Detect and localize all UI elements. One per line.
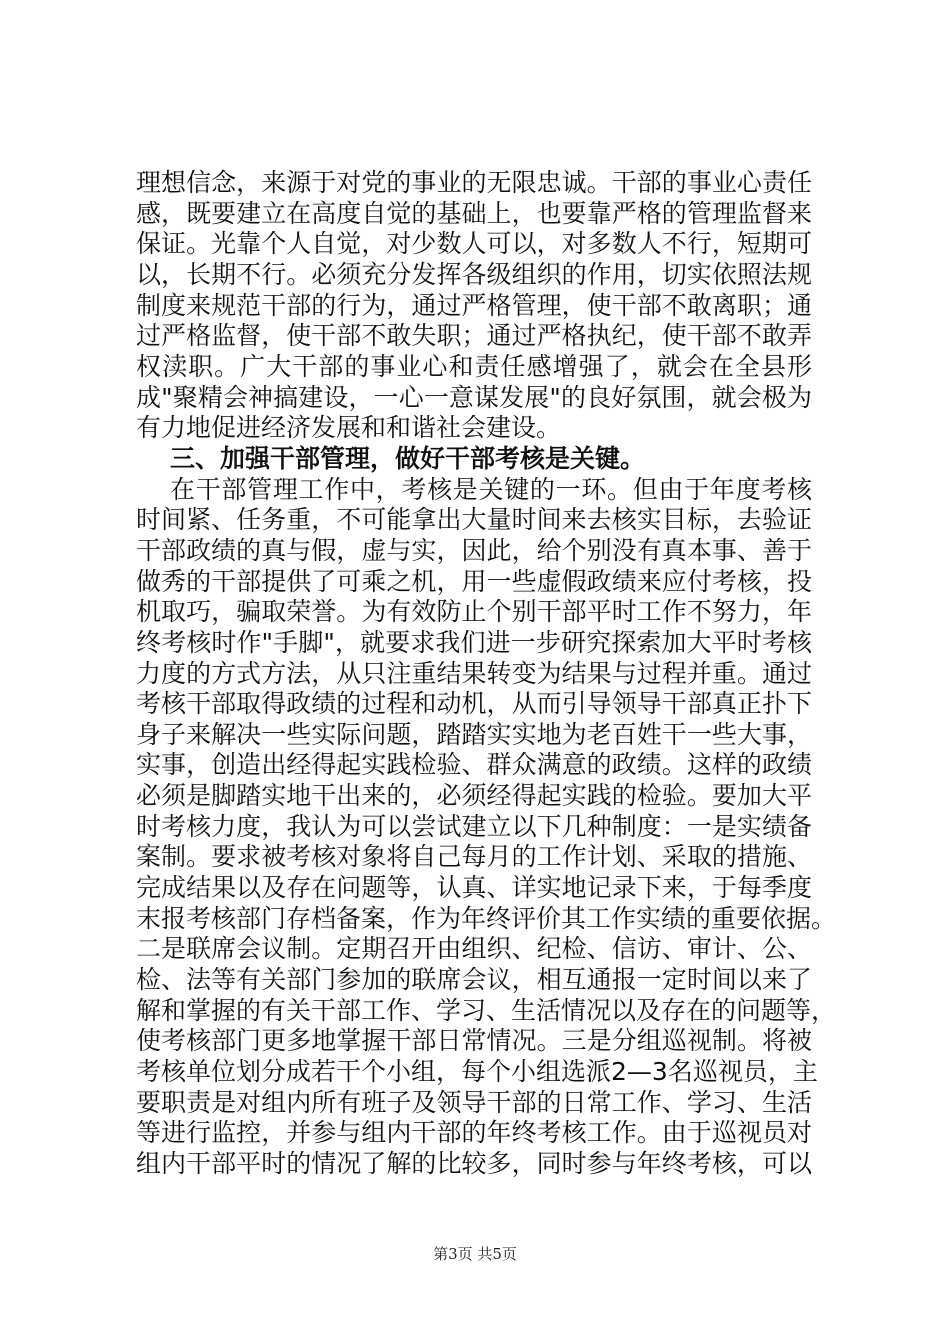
text-line: 有力地促进经济发展和和谐社会建设。 bbox=[136, 413, 562, 443]
text-line: 保证。光靠个人自觉，对少数人可以，对多数人不行，短期可 bbox=[136, 229, 812, 259]
text-line: 考核干部取得政绩的过程和动机，从而引导领导干部真正扑下 bbox=[136, 689, 812, 719]
text-line: 在干部管理工作中，考核是关键的一环。但由于年度考核 bbox=[170, 474, 812, 504]
text-line: 解和掌握的有关干部工作、学习、生活情况以及存在的问题等， bbox=[136, 995, 837, 1025]
text-line: 实事，创造出经得起实践检验、群众满意的政绩。这样的政绩 bbox=[136, 750, 812, 780]
text-line: 时考核力度，我认为可以尝试建立以下几种制度：一是实绩备 bbox=[136, 811, 812, 841]
text-line: 以，长期不行。必须充分发挥各级组织的作用，切实依照法规 bbox=[136, 259, 812, 289]
text-line: 时间紧、任务重，不可能拿出大量时间来去核实目标，去验证 bbox=[136, 505, 812, 535]
text-line: 成"聚精会神搞建设，一心一意谋发展"的良好氛围，就会极为 bbox=[136, 382, 812, 412]
text-line: 做秀的干部提供了可乘之机，用一些虚假政绩来应付考核，投 bbox=[136, 566, 812, 596]
text-line: 检、法等有关部门参加的联席会议，相互通报一定时间以来了 bbox=[136, 965, 812, 995]
text-line: 末报考核部门存档备案，作为年终评价其工作实绩的重要依据。 bbox=[136, 903, 837, 933]
text-line: 身子来解决一些实际问题，踏踏实实地为老百姓干一些大事， bbox=[136, 719, 812, 749]
text-line: 考核单位划分成若干个小组，每个小组选派2—3名巡视员，主 bbox=[136, 1057, 818, 1087]
text-line: 等进行监控，并参与组内干部的年终考核工作。由于巡视员对 bbox=[136, 1118, 812, 1148]
text-line: 必须是脚踏实地干出来的，必须经得起实践的检验。要加大平 bbox=[136, 781, 812, 811]
paragraph-2 bbox=[136, 474, 837, 1180]
text-line: 力度的方式方法，从只注重结果转变为结果与过程并重。通过 bbox=[136, 658, 812, 688]
text-line: 组内干部平时的情况了解的比较多，同时参与年终考核，可以 bbox=[136, 1149, 812, 1178]
text-line: 制度来规范干部的行为，通过严格管理，使干部不敢离职；通 bbox=[136, 290, 812, 320]
paragraph-1 bbox=[136, 168, 812, 444]
text-line: 权渎职。广大干部的事业心和责任感增强了，就会在全县形 bbox=[136, 351, 812, 381]
text-line: 使考核部门更多地掌握干部日常情况。三是分组巡视制。将被 bbox=[136, 1026, 812, 1056]
text-line: 理想信念，来源于对党的事业的无限忠诚。干部的事业心责任 bbox=[136, 168, 812, 197]
text-line: 完成结果以及存在问题等，认真、详实地记录下来，于每季度 bbox=[136, 873, 812, 903]
section-heading: 三、加强干部管理，做好干部考核是关键。 bbox=[170, 443, 646, 473]
text-line: 案制。要求被考核对象将自己每月的工作计划、采取的措施、 bbox=[136, 842, 812, 872]
page-footer: 第3页 共5页 bbox=[433, 1245, 517, 1263]
text-line: 机取巧，骗取荣誉。为有效防止个别干部平时工作不努力，年 bbox=[136, 597, 812, 627]
text-line: 感，既要建立在高度自觉的基础上，也要靠严格的管理监督来 bbox=[136, 198, 812, 228]
text-line: 二是联席会议制。定期召开由组织、纪检、信访、审计、公、 bbox=[136, 934, 812, 964]
text-line: 要职责是对组内所有班子及领导干部的日常工作、学习、生活 bbox=[136, 1087, 812, 1117]
text-line: 终考核时作"手脚"，就要求我们进一步研究探索加大平时考核 bbox=[136, 627, 812, 657]
document-page bbox=[136, 168, 837, 1180]
text-line: 干部政绩的真与假，虚与实，因此，给个别没有真本事、善于 bbox=[136, 535, 812, 565]
text-line: 过严格监督，使干部不敢失职；通过严格执纪，使干部不敢弄 bbox=[136, 321, 812, 351]
